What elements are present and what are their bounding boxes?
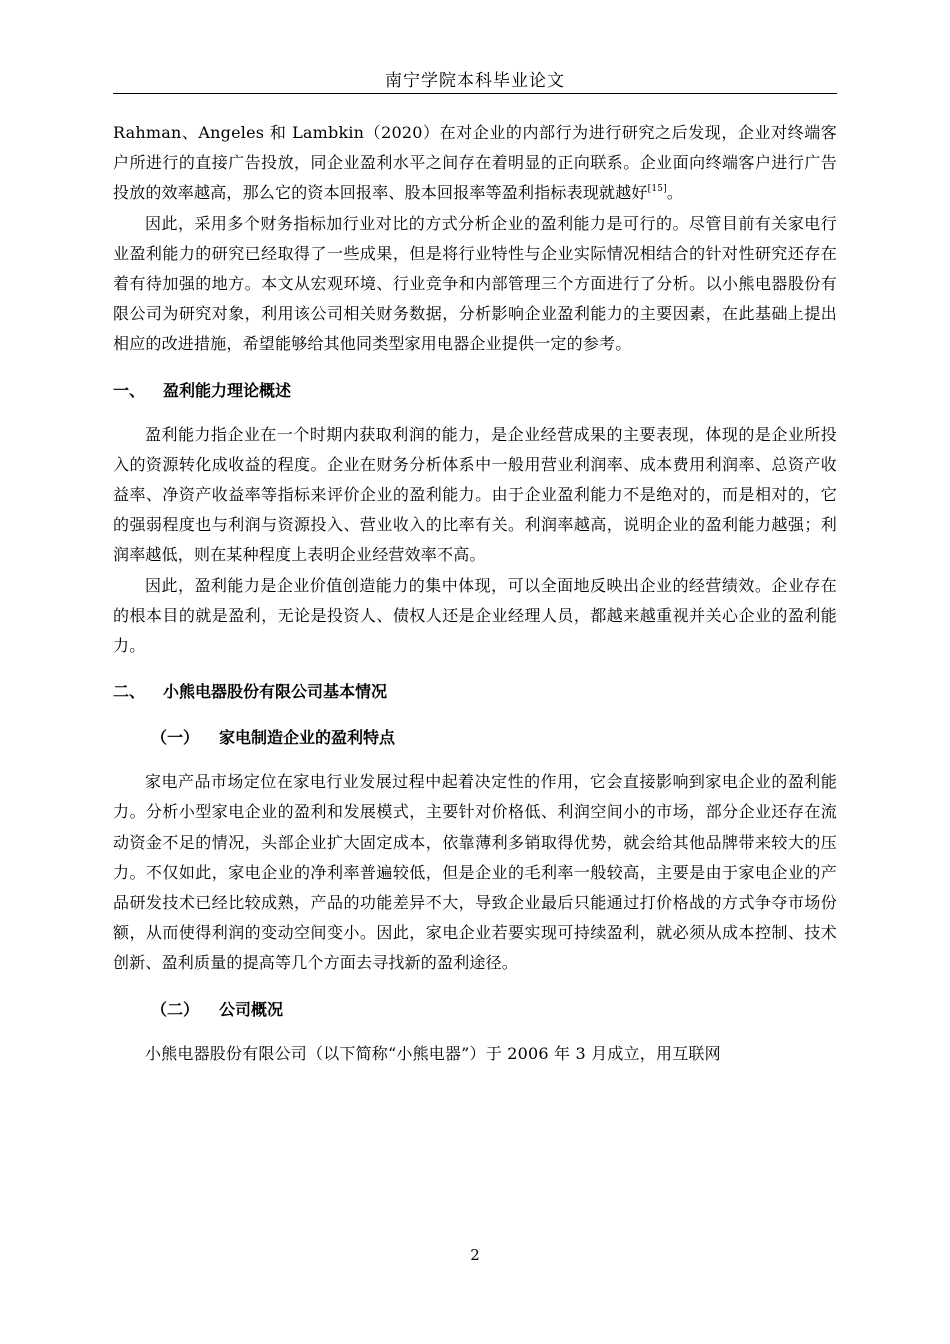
- citation-ref: [15]: [647, 184, 667, 195]
- section-heading-1: [113, 376, 837, 406]
- running-header: 南宁学院本科毕业论文: [385, 71, 565, 91]
- subsection-heading-2: [151, 995, 837, 1025]
- header-rule: [113, 93, 837, 94]
- subsection-title: 家电制造企业的盈利特点: [219, 728, 396, 748]
- paragraph-appliance-profit: 家电产品市场定位在家电行业发展过程中起着决定性的作用，它会直接影响到家电企业的盈利能力。分析小型家电企业的盈利和发展模式，主要针对价格低、利润空间小的市场，部分企业还存在流动资金不足的情况，头部企业扩大固定成本，依靠薄利多销取得优势，就会给其他品牌带来较大的压力。不仅如此，家电企业的净利率普遍较低，但是企业的毛利率一般较高，主要是由于家电企业的产品研发技术已经比较成熟，产品的功能差异不大，导致企业最后只能通过打价格战的方式争夺市场份额，从而使得利润的变动空间变小。因此，家电企业若要实现可持续盈利，就必须从成本控制、技术创新、盈利质量的提高等几个方面去寻找新的盈利途径。: [113, 772, 837, 973]
- section-title: 小熊电器股份有限公司基本情况: [163, 682, 388, 702]
- subsection-number: （一）: [151, 728, 200, 748]
- section-number: 二、: [113, 682, 146, 702]
- paragraph-profitability-importance: 因此，盈利能力是企业价值创造能力的集中体现，可以全面地反映出企业的经营绩效。企业存在的根本目的就是盈利，无论是投资人、债权人还是企业经理人员，都越来越重视并关心企业的盈利能力。: [113, 575, 837, 656]
- subsection-number: （二）: [151, 999, 200, 1019]
- section-number: 一、: [113, 380, 146, 400]
- paragraph-text: Rahman、Angeles 和 Lambkin（2020）在对企业的内部行为进行研究之后发现，企业对终端客户所进行的直接广告投放，同企业盈利水平之间存在着明显的正向联系。企业面向终端客户进行广告投放的效率越高，那么它的资本回报率、股本回报率等盈利指标表现就越好: [113, 123, 837, 203]
- paragraph-end: 。: [666, 183, 684, 203]
- page-body: [113, 118, 837, 1069]
- section-heading-2: [113, 677, 837, 707]
- paragraph-rahman: [113, 118, 837, 209]
- page-number: 2: [470, 1246, 480, 1264]
- paragraph-company-overview: 小熊电器股份有限公司（以下简称“小熊电器”）于 2006 年 3 月成立，用互联网: [145, 1043, 721, 1063]
- subsection-heading-1: [151, 723, 837, 753]
- subsection-title: 公司概况: [219, 999, 284, 1019]
- section-title: 盈利能力理论概述: [163, 380, 292, 400]
- paragraph-method: 因此，采用多个财务指标加行业对比的方式分析企业的盈利能力是可行的。尽管目前有关家电行业盈利能力的研究已经取得了一些成果，但是将行业特性与企业实际情况相结合的针对性研究还存在着有待加强的地方。本文从宏观环境、行业竞争和内部管理三个方面进行了分析。以小熊电器股份有限公司为研究对象，利用该公司相关财务数据，分析影响企业盈利能力的主要因素，在此基础上提出相应的改进措施，希望能够给其他同类型家用电器企业提供一定的参考。: [113, 213, 837, 354]
- paragraph-profitability-definition: 盈利能力指企业在一个时期内获取利润的能力，是企业经营成果的主要表现，体现的是企业所投入的资源转化成收益的程度。企业在财务分析体系中一般用营业利润率、成本费用利润率、总资产收益率、净资产收益率等指标来评价企业的盈利能力。由于企业盈利能力不是绝对的，而是相对的，它的强弱程度也与利润与资源投入、营业收入的比率有关。利润率越高，说明企业的盈利能力越强；利润率越低，则在某种程度上表明企业经营效率不高。: [113, 424, 837, 565]
